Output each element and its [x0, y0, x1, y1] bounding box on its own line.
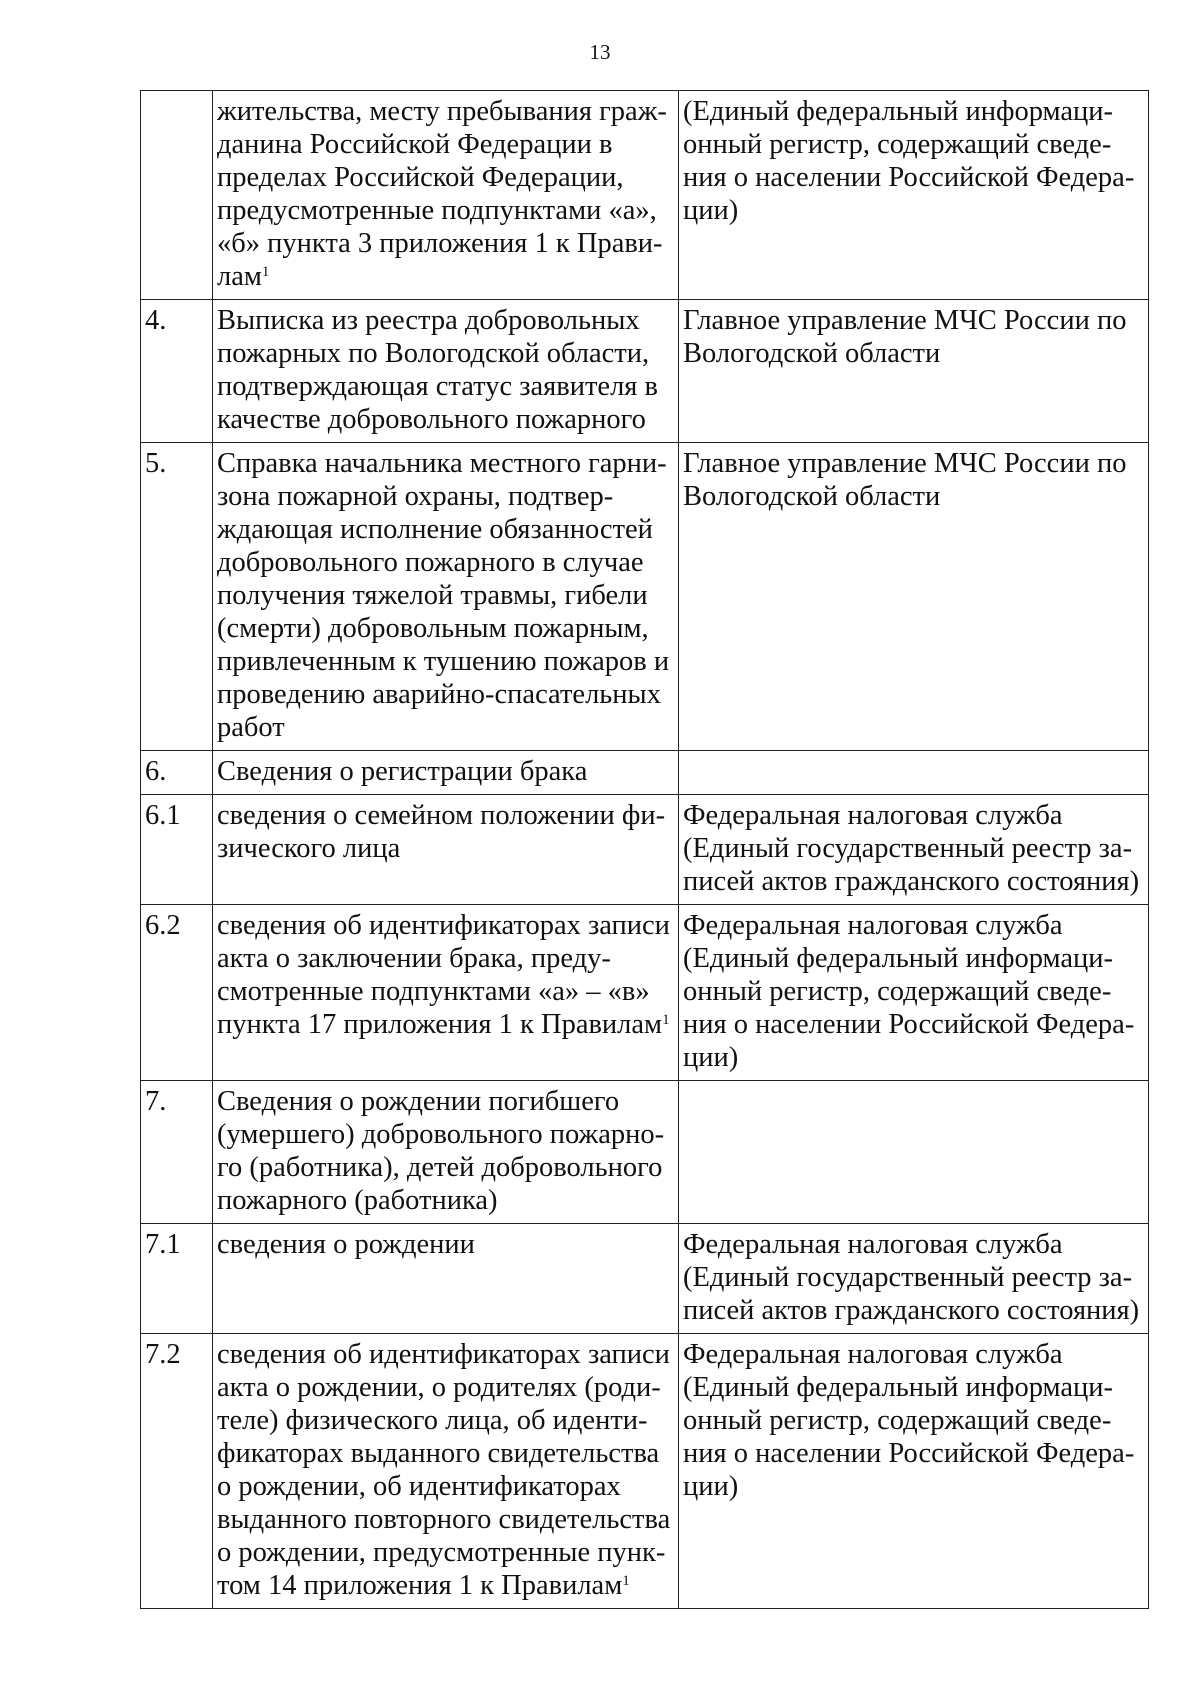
document-description [213, 91, 679, 300]
source-line: Главное управление МЧС России по [683, 305, 1127, 336]
source-line: ции) [683, 1471, 739, 1502]
description-line [217, 1151, 674, 1184]
documents-table [140, 90, 1149, 1609]
table-row [141, 1081, 1149, 1224]
source-line: ния о населении Российской Федера- [683, 1009, 1135, 1040]
row-number: 7.1 [141, 1224, 213, 1334]
description-text: работ [217, 712, 285, 743]
source-line: Федеральная налоговая служба [683, 910, 1063, 941]
description-line [217, 645, 674, 678]
source-line: ния о населении Российской Федера- [683, 162, 1135, 193]
data-source [679, 1081, 1149, 1224]
description-text: пределах Российской Федерации, [217, 162, 624, 193]
document-description [213, 905, 679, 1081]
description-text: (смерти) добровольным пожарным, [217, 613, 649, 644]
source-line: Главное управление МЧС России по [683, 448, 1127, 479]
description-line [217, 755, 674, 788]
source-line: ции) [683, 1042, 739, 1073]
description-line [217, 1371, 674, 1404]
description-line [217, 909, 674, 942]
source-line: (Единый государственный реестр за- [683, 833, 1133, 864]
description-text: сведения о семейном положении фи- [217, 800, 666, 831]
description-line [217, 161, 674, 194]
description-line [217, 1118, 674, 1151]
row-number: 7. [141, 1081, 213, 1224]
description-text: пожарного (работника) [217, 1185, 498, 1216]
source-line: писей актов гражданского состояния) [683, 866, 1140, 897]
description-line [217, 304, 674, 337]
table-body [141, 91, 1149, 1609]
source-line: писей актов гражданского состояния) [683, 1295, 1140, 1326]
description-line [217, 447, 674, 480]
row-number: 6.2 [141, 905, 213, 1081]
table-row [141, 91, 1149, 300]
table-row [141, 1334, 1149, 1609]
description-text: зона пожарной охраны, подтвер- [217, 481, 614, 512]
description-text: зического лица [217, 833, 401, 864]
description-text: подтверждающая статус заявителя в [217, 371, 658, 402]
description-line [217, 799, 674, 832]
description-line [217, 403, 674, 436]
description-line [217, 370, 674, 403]
description-line [217, 1437, 674, 1470]
document-description [213, 1224, 679, 1334]
source-line: Федеральная налоговая служба [683, 800, 1063, 831]
description-line [217, 579, 674, 612]
description-text: фикаторах выданного свидетельства [217, 1438, 660, 1469]
description-text: (умершего) добровольного пожарно- [217, 1119, 665, 1150]
description-text: «б» пункта 3 приложения 1 к Прави- [217, 228, 663, 259]
description-line [217, 227, 674, 260]
description-line [217, 832, 674, 865]
description-text: акта о рождении, о родителях (роди- [217, 1372, 661, 1403]
description-text: акта о заключении брака, преду- [217, 943, 611, 974]
description-text: том 14 приложения 1 к Правилам [217, 1570, 623, 1601]
description-text: Сведения о рождении погибшего [217, 1086, 620, 1117]
description-text: жительства, месту пребывания граж- [217, 96, 667, 127]
description-text: сведения об идентификаторах записи [217, 910, 670, 941]
description-line [217, 546, 674, 579]
source-line: (Единый федеральный информаци- [683, 96, 1113, 127]
description-text: предусмотренные подпунктами «а», [217, 195, 657, 226]
data-source [679, 300, 1149, 443]
description-text: пожарных по Вологодской области, [217, 338, 650, 369]
footnote-marker: 1 [662, 1012, 670, 1028]
description-line [217, 128, 674, 161]
description-line [217, 1404, 674, 1437]
description-text: добровольного пожарного в случае [217, 547, 644, 578]
description-text: сведения об идентификаторах записи [217, 1339, 670, 1370]
source-line: Федеральная налоговая служба [683, 1339, 1063, 1370]
description-text: выданного повторного свидетельства [217, 1504, 671, 1535]
source-line: онный регистр, содержащий сведе- [683, 1405, 1112, 1436]
description-text: о рождении, об идентификаторах [217, 1471, 621, 1502]
row-number: 7.2 [141, 1334, 213, 1609]
data-source [679, 1334, 1149, 1609]
description-text: о рождении, предусмотренные пунк- [217, 1537, 666, 1568]
description-line [217, 95, 674, 128]
source-line: Вологодской области [683, 338, 941, 369]
description-line [217, 194, 674, 227]
description-line [217, 1470, 674, 1503]
description-line [217, 942, 674, 975]
row-number: 6. [141, 751, 213, 795]
description-line [217, 1338, 674, 1371]
description-line [217, 1228, 674, 1261]
description-line [217, 337, 674, 370]
description-text: пункта 17 приложения 1 к Правилам [217, 1009, 663, 1040]
description-text: сведения о рождении [217, 1229, 475, 1260]
footnote-marker: 1 [261, 264, 270, 280]
source-line: (Единый федеральный информаци- [683, 1372, 1113, 1403]
description-line [217, 1008, 674, 1041]
description-text: привлеченным к тушению пожаров и [217, 646, 670, 677]
table-row [141, 751, 1149, 795]
source-line: (Единый федеральный информаци- [683, 943, 1113, 974]
description-line [217, 1569, 674, 1602]
row-number [141, 91, 213, 300]
footnote-marker: 1 [622, 1573, 630, 1589]
description-text: Справка начальника местного гарни- [217, 448, 667, 479]
description-text: го (работника), детей добровольного [217, 1152, 663, 1183]
description-text: Сведения о регистрации брака [217, 756, 588, 787]
source-line: ции) [683, 195, 739, 226]
table-row [141, 905, 1149, 1081]
description-line [217, 480, 674, 513]
description-line [217, 1085, 674, 1118]
data-source [679, 751, 1149, 795]
row-number: 4. [141, 300, 213, 443]
document-description [213, 1081, 679, 1224]
description-text: смотренные подпунктами «а» – «в» [217, 976, 650, 1007]
source-line: онный регистр, содержащий сведе- [683, 129, 1112, 160]
description-line [217, 1184, 674, 1217]
data-source [679, 795, 1149, 905]
source-line: Федеральная налоговая служба [683, 1229, 1063, 1260]
row-number: 6.1 [141, 795, 213, 905]
description-line [217, 711, 674, 744]
document-description [213, 795, 679, 905]
description-text: качестве добровольного пожарного [217, 404, 646, 435]
table-row [141, 443, 1149, 751]
document-description [213, 443, 679, 751]
source-line: онный регистр, содержащий сведе- [683, 976, 1112, 1007]
description-line [217, 975, 674, 1008]
table-row [141, 300, 1149, 443]
page-number: 13 [589, 40, 611, 64]
document-description [213, 751, 679, 795]
description-line [217, 1536, 674, 1569]
row-number: 5. [141, 443, 213, 751]
table-row [141, 1224, 1149, 1334]
description-text: получения тяжелой травмы, гибели [217, 580, 648, 611]
description-line [217, 612, 674, 645]
data-source [679, 91, 1149, 300]
source-line: Вологодской области [683, 481, 941, 512]
table-row [141, 795, 1149, 905]
description-text: данина Российской Федерации в [217, 129, 613, 160]
data-source [679, 905, 1149, 1081]
description-line [217, 1503, 674, 1536]
description-line [217, 678, 674, 711]
description-text: лам [217, 261, 262, 292]
description-text: Выписка из реестра добровольных [217, 305, 640, 336]
source-line: ния о населении Российской Федера- [683, 1438, 1135, 1469]
description-text: теле) физического лица, об иденти- [217, 1405, 648, 1436]
description-text: ждающая исполнение обязанностей [217, 514, 653, 545]
description-text: проведению аварийно-спасательных [217, 679, 661, 710]
description-line [217, 513, 674, 546]
document-description [213, 1334, 679, 1609]
document-description [213, 300, 679, 443]
data-source [679, 443, 1149, 751]
description-line [217, 260, 674, 293]
source-line: (Единый государственный реестр за- [683, 1262, 1133, 1293]
data-source [679, 1224, 1149, 1334]
